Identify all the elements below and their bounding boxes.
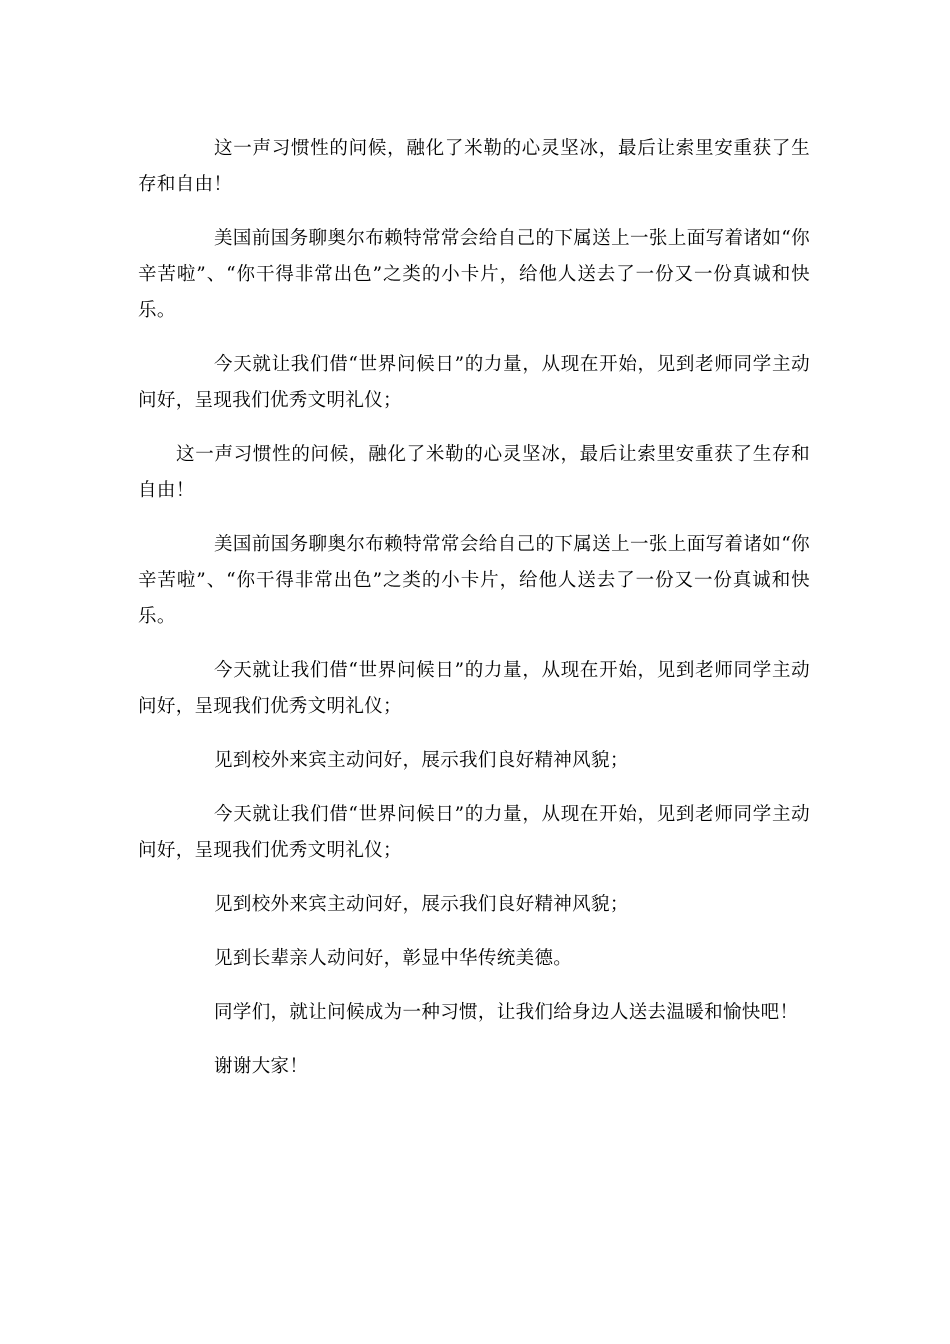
paragraph: 见到校外来宾主动问好，展示我们良好精神风貌； <box>214 750 629 771</box>
paragraph: 这一声习惯性的问候，融化了米勒的心灵坚冰，最后让索里安重获了生存和自由！ <box>138 444 810 501</box>
paragraph: 美国前国务聊奥尔布赖特常常会给自己的下属送上一张上面写着诸如“你辛苦啦”、“你干得非常出色”之类的小卡片，给他人送去了一份又一份真诚和快乐。 <box>138 534 810 627</box>
paragraph: 同学们，就让问候成为一种习惯，让我们给身边人送去温暖和愉快吧！ <box>214 1002 799 1023</box>
paragraph: 见到长辈亲人动问好，彰显中华传统美德。 <box>214 948 573 969</box>
paragraph: 美国前国务聊奥尔布赖特常常会给自己的下属送上一张上面写着诸如“你辛苦啦”、“你干得非常出色”之类的小卡片，给他人送去了一份又一份真诚和快乐。 <box>138 228 810 321</box>
paragraph: 见到校外来宾主动问好，展示我们良好精神风貌； <box>214 894 629 915</box>
paragraph: 这一声习惯性的问候，融化了米勒的心灵坚冰，最后让索里安重获了生存和自由！ <box>138 138 810 195</box>
paragraph: 谢谢大家！ <box>214 1056 309 1077</box>
paragraph: 今天就让我们借“世界问候日”的力量，从现在开始，见到老师同学主动问好，呈现我们优秀文明礼仪； <box>138 660 810 717</box>
paragraph: 今天就让我们借“世界问候日”的力量，从现在开始，见到老师同学主动问好，呈现我们优秀文明礼仪； <box>138 804 810 861</box>
document-body <box>138 131 810 1103</box>
paragraph: 今天就让我们借“世界问候日”的力量，从现在开始，见到老师同学主动问好，呈现我们优秀文明礼仪； <box>138 354 810 411</box>
